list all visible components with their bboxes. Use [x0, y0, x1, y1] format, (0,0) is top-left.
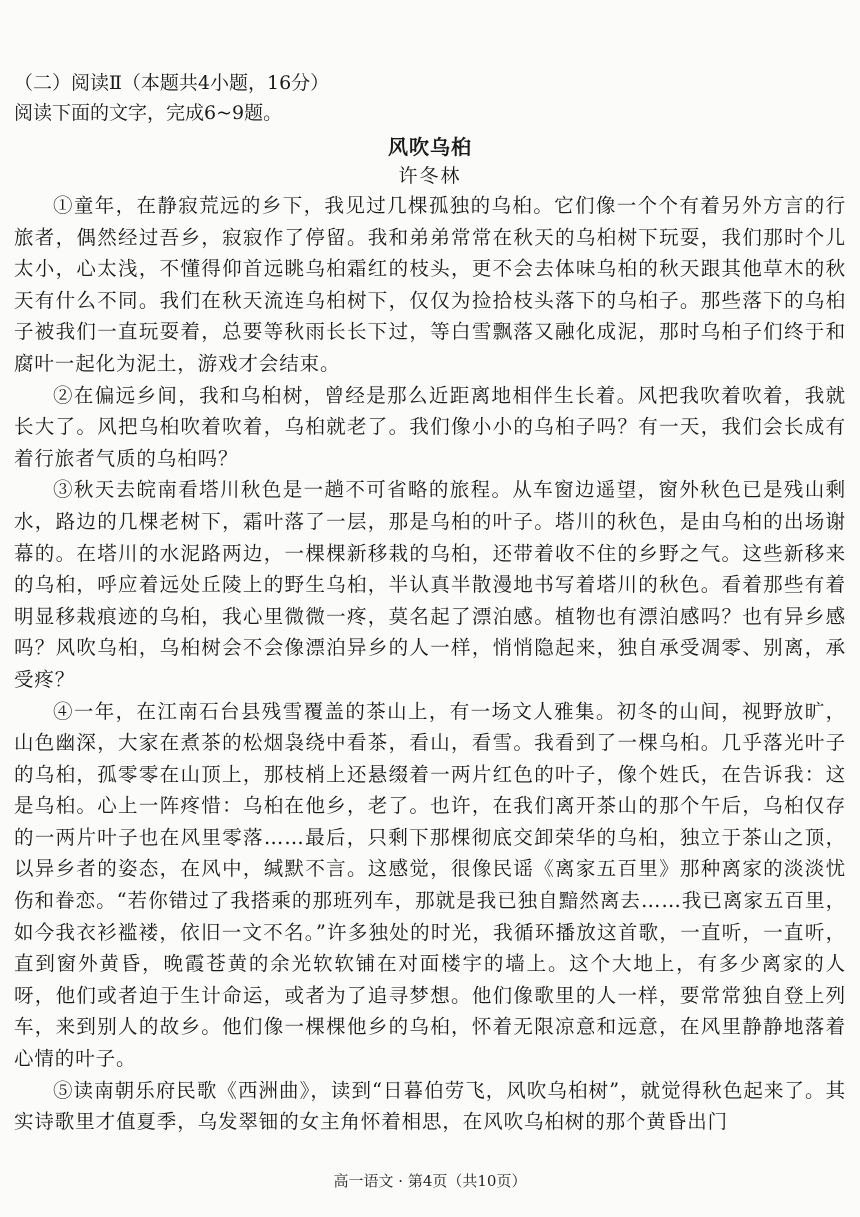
paragraph-3: ③秋天去皖南看塔川秋色是一趟不可省略的旅程。从车窗边遥望，窗外秋色已是残山剩水，路边的几棵老树下，霜叶落了一层，那是乌桕的叶子。塔川的秋色，是由乌桕的出场谢幕的。在塔川的水泥路两边，一棵棵新移栽的乌桕，还带着收不住的乡野之气。这些新移来的乌桕，呼应着远处丘陵上的野生乌桕，半认真半散漫地书写着塔川的秋色。看着那些有着明显移栽痕迹的乌桕，我心里微微一疼，莫名起了漂泊感。植物也有漂泊感吗？也有异乡感吗？风吹乌桕，乌桕树会不会像漂泊异乡的人一样，悄悄隐起来，独自承受凋零、别离，承受疼？	[14, 478, 846, 691]
paragraph-4: ④一年，在江南石台县残雪覆盖的茶山上，有一场文人雅集。初冬的山间，视野放旷，山色幽深，大家在煮茶的松烟袅绕中看茶，看山，看雪。我看到了一棵乌桕。几乎落光叶子的乌桕，孤零零在山顶上，那枝梢上还悬缀着一两片红色的叶子，像个姓氏，在告诉我：这是乌桕。心上一阵疼惜：乌桕在他乡，老了。也许，在我们离开茶山的那个午后，乌桕仅存的一两片叶子也在风里零落……最后，只剩下那棵彻底交卸荣华的乌桕，独立于茶山之顶，以异乡者的姿态，在风中，缄默不言。这感觉，很像民谣《离家五百里》那种离家的淡淡忧伤和眷恋。“若你错过了我搭乘的那班列车，那就是我已独自黯然离去……我已离家五百里，如今我衣衫褴褛，依旧一文不名。”许多独处的时光，我循环播放这首歌，一直听，一直听，直到窗外黄昏，晚霞苍黄的余光软软铺在对面楼宇的墙上。这个大地上，有多少离家的人呀，他们或者迫于生计命运，或者为了追寻梦想。他们像歌里的人一样，要常常独自登上列车，来到别人的故乡。他们像一棵棵他乡的乌桕，怀着无限凉意和远意，在风里静静地落着心情的叶子。	[14, 699, 846, 1071]
article-author: 许冬林	[398, 165, 462, 187]
section-header: （二）阅读Ⅱ（本题共4小题，16分）	[14, 72, 330, 94]
paragraph-5: ⑤读南朝乐府民歌《西洲曲》，读到“日暮伯劳飞，风吹乌桕树”，就觉得秋色起来了。其实诗歌里才值夏季，乌发翠钿的女主角怀着相思，在风吹乌桕树的那个黄昏出门	[14, 1078, 846, 1134]
article-title: 风吹乌桕	[388, 135, 472, 159]
page-footer: 高一语文 · 第4页（共10页）	[333, 1172, 527, 1190]
section-instruction: 阅读下面的文字，完成6~9题。	[14, 102, 283, 124]
paragraph-1: ①童年，在静寂荒远的乡下，我见过几棵孤独的乌桕。它们像一个个有着另外方言的行旅者，偶然经过吾乡，寂寂作了停留。我和弟弟常常在秋天的乌桕树下玩耍，我们那时个儿太小，心太浅，不懂得仰首远眺乌桕霜红的枝头，更不会去体味乌桕的秋天跟其他草木的秋天有什么不同。我们在秋天流连乌桕树下，仅仅为捡拾枝头落下的乌桕子。那些落下的乌桕子被我们一直玩耍着，总要等秋雨长长下过，等白雪飘落又融化成泥，那时乌桕子们终于和腐叶一起化为泥土，游戏才会结束。	[14, 194, 846, 375]
paragraph-2: ②在偏远乡间，我和乌桕树，曾经是那么近距离地相伴生长着。风把我吹着吹着，我就长大了。风把乌桕吹着吹着，乌桕就老了。我们像小小的乌桕子吗？有一天，我们会长成有着行旅者气质的乌桕吗？	[14, 383, 846, 470]
reading-section	[14, 68, 846, 1138]
